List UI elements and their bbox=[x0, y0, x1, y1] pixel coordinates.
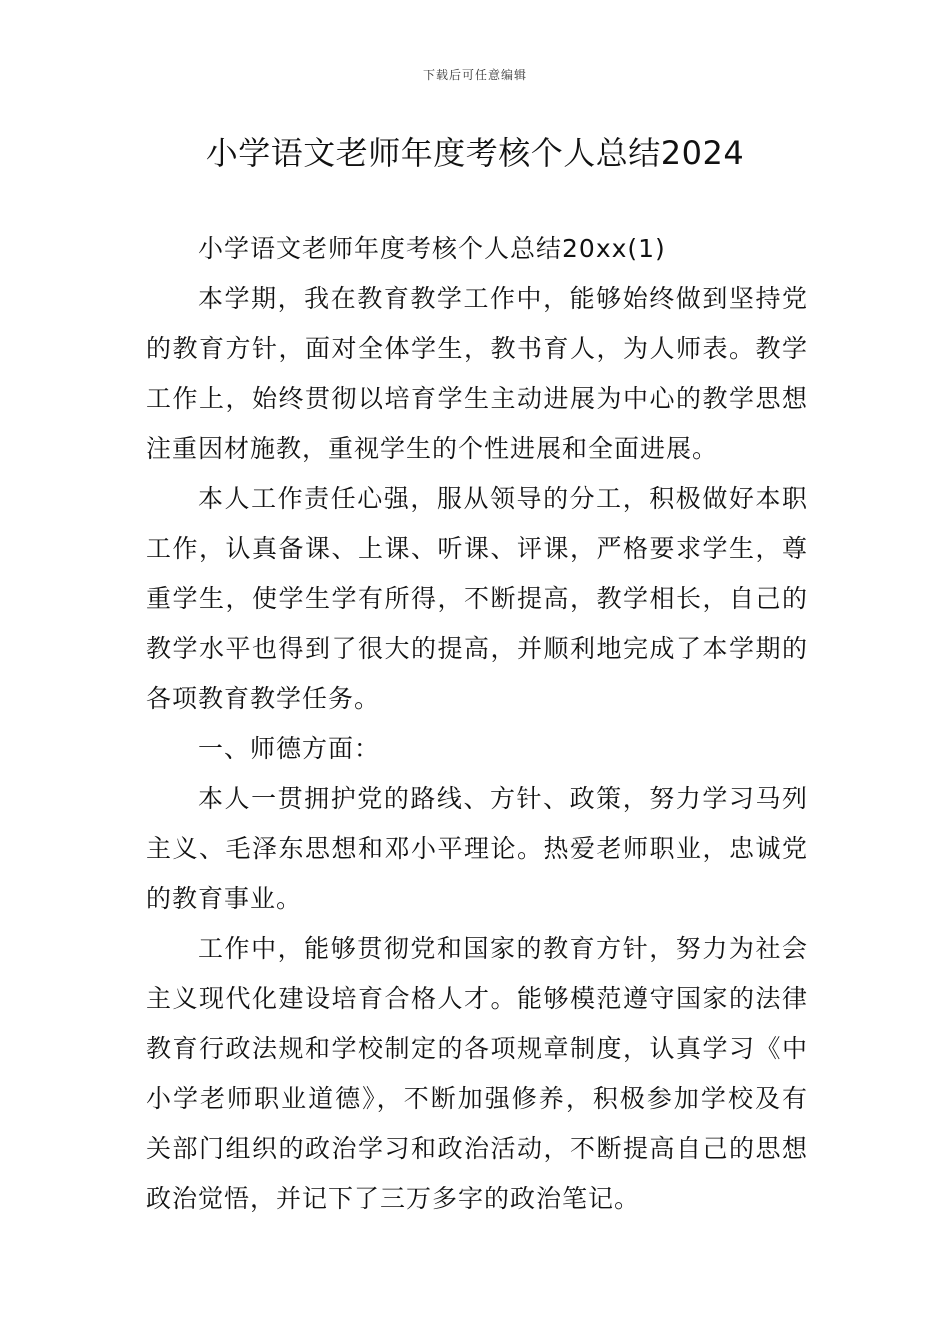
paragraph: 本学期，我在教育教学工作中，能够始终做到坚持党的教育方针，面对全体学生，教书育人，为人师表。教学工作上，始终贯彻以培育学生主动进展为中心的教学思想注重因材施教，重视学生的个性进展和全面进展。 bbox=[146, 284, 808, 463]
paragraph: 工作中，能够贯彻党和国家的教育方针，努力为社会主义现代化建设培育合格人才。能够模范遵守国家的法律教育行政法规和学校制定的各项规章制度，认真学习《中小学老师职业道德》，不断加强修养，积极参加学校及有关部门组织的政治学习和政治活动，不断提高自己的思想政治觉悟，并记下了三万多字的政治笔记。 bbox=[146, 934, 808, 1213]
document-body bbox=[146, 224, 808, 1224]
paragraph: 本人工作责任心强，服从领导的分工，积极做好本职工作，认真备课、上课、听课、评课，严格要求学生，尊重学生，使学生学有所得，不断提高，教学相长，自己的教学水平也得到了很大的提高，并顺利地完成了本学期的各项教育教学任务。 bbox=[146, 484, 808, 713]
paragraph: 本人一贯拥护党的路线、方针、政策，努力学习马列主义、毛泽东思想和邓小平理论。热爱老师职业，忠诚党的教育事业。 bbox=[146, 784, 808, 913]
header-note: 下载后可任意编辑 bbox=[422, 68, 527, 82]
document-title: 小学语文老师年度考核个人总结2024 bbox=[205, 134, 745, 172]
section-heading: 一、师德方面： bbox=[198, 734, 381, 763]
paragraph-subtitle: 小学语文老师年度考核个人总结20xx(1) bbox=[198, 234, 666, 263]
